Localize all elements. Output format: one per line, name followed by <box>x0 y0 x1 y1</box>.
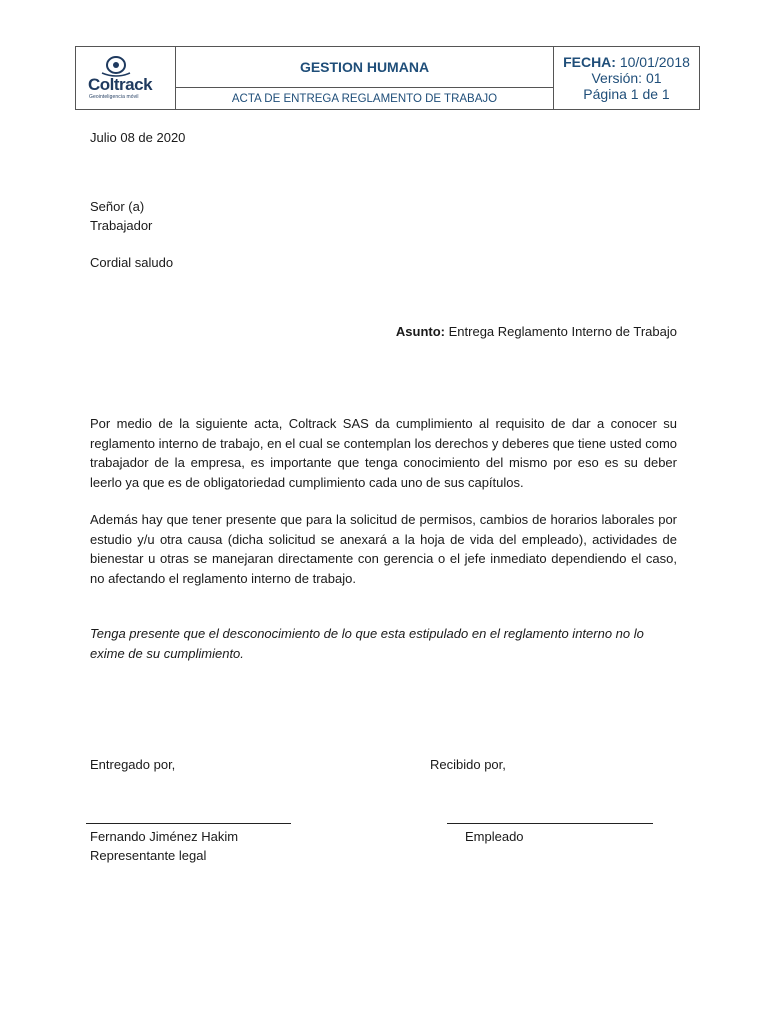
delivered-by-label: Entregado por, <box>90 757 176 772</box>
received-by-label: Recibido por, <box>430 757 506 772</box>
fecha-value: 10/01/2018 <box>619 54 690 70</box>
coltrack-logo-icon <box>98 55 134 77</box>
document-title: ACTA DE ENTREGA REGLAMENTO DE TRABAJO <box>231 92 498 105</box>
subject-text: Entrega Reglamento Interno de Trabajo <box>448 324 677 339</box>
greeting: Cordial saludo <box>90 255 174 270</box>
subject-label: Asunto: <box>395 324 445 339</box>
fecha-label: FECHA: <box>563 54 616 70</box>
delivered-signature-line <box>86 823 291 824</box>
header-title-cell <box>176 47 554 109</box>
received-name: Empleado <box>465 829 524 844</box>
header-meta-cell <box>554 47 699 109</box>
recipient-line2: Trabajador <box>90 218 153 233</box>
paragraph-2: Además hay que tener presente que para la solicitud de permisos, cambios de horarios laborales por estudio y/u otra causa (dicha solicitud se anexará a la hoja de vida del empleado), actividades de bienestar u otras se manejaran directamente con gerencia o el jefe inmediato dependiendo el caso, no afectando el reglamento interno de trabajo. <box>90 512 677 586</box>
document-header <box>75 46 700 110</box>
delivered-name: Fernando Jiménez Hakim <box>90 829 239 844</box>
logo-tagline: Geointeligencia móvil <box>89 94 139 100</box>
version-text: Versión: 01 <box>591 70 662 86</box>
logo-name: Coltrack <box>88 75 153 94</box>
delivered-role: Representante legal <box>90 848 207 863</box>
department-title: GESTION HUMANA <box>176 47 553 88</box>
paragraph-1: Por medio de la siguiente acta, Coltrack SAS da cumplimiento al requisito de dar a conocer su reglamento interno de trabajo, en el cual se contemplan los derechos y deberes que tiene usted como trabajador de la empresa, es importante que tenga conocimiento del mismo por eso es su deber leerlo ya que es de obligatoriedad cumplimiento cada uno de sus capítulos. <box>90 416 677 490</box>
fecha-line <box>563 54 690 70</box>
subject-line <box>396 324 677 339</box>
letter-date: Julio 08 de 2020 <box>90 130 186 145</box>
page-number: Página 1 de 1 <box>583 86 670 102</box>
recipient-line1: Señor (a) <box>90 199 145 214</box>
received-signature-line <box>447 823 653 824</box>
logo-cell <box>76 47 176 109</box>
paragraph-3-note: Tenga presente que el desconocimiento de lo que esta estipulado en el reglamento interno no lo exime de su cumplimiento. <box>90 626 644 661</box>
